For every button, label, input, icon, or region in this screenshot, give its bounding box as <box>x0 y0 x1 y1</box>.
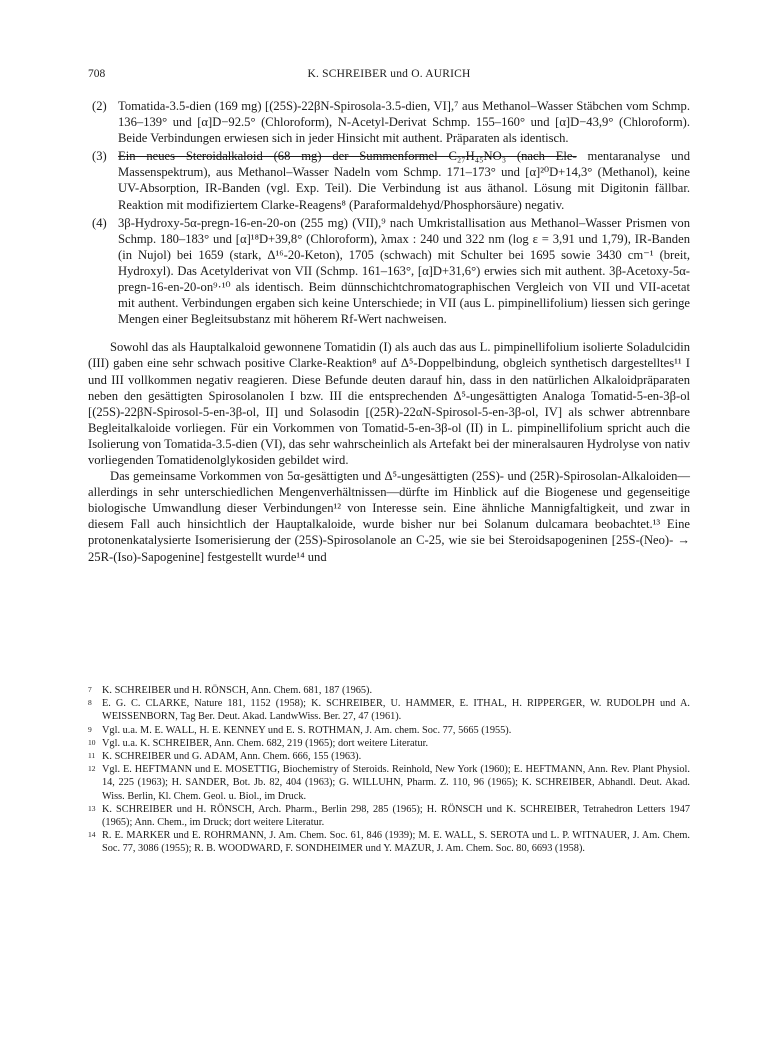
item-number: (3) <box>92 149 107 164</box>
footnote-text: Vgl. u.a. K. SCHREIBER, Ann. Chem. 682, 219 (1965); dort weitere Literatur. <box>102 737 429 749</box>
list-item-4 <box>88 215 690 328</box>
footnote-text: E. G. C. CLARKE, Nature 181, 1152 (1958); K. SCHREIBER, U. HAMMER, E. ITHAL, H. RIPPERGER, W. RUDOLPH und A. WEISSENBORN, Tag Ber. Deut. Akad. LandwWiss. Ber. 27, 47 (1961). <box>102 698 690 723</box>
footnote-text: K. SCHREIBER und H. RÖNSCH, Arch. Pharm., Berlin 298, 285 (1965); H. RÖNSCH und K. SCHREIBER, Tetrahedron Letters 1947 (1965); Ann. Chem., im Druck; dort weitere Literatur. <box>102 803 690 829</box>
body-paragraph-1: Sowohl das als Hauptalkaloid gewonnene Tomatidin (I) als auch das aus L. pimpinellifolium isolierte Soladulcidin (III) gaben eine sehr schwach positive Clarke-Reaktion⁸ auf Δ⁵-Doppelbindung, obgleich synthetisch dargestelltes¹¹ I und III vollkommen negativ reagieren. Diese Befunde deuten darauf hin, dass in den natürlichen Alkaloidpräparaten neben den gesättigten Spirosolanolen I bzw. III die entsprechenden Δ⁵-ungesättigten Analoga Tomatid-5-en-3β-ol [(25S)-22βN-Spirosol-5-en-3β-ol, II] und Solasodin [(25R)-22αN-Spirosol-5-en-3β-ol, IV] als schwer abtrennbare Begleitalkaloide vorliegen. Für ein Vorkommen von Tomatid-5-en-3β-ol (II) in L. pimpinellifolium spricht auch die Isolierung von Tomatida-3.5-dien (VI), das sehr wahrscheinlich als Artefakt bei der mineralsauren Hydrolyse von nativ vorliegenden Tomatidenolglykosiden gebildet wird. <box>88 340 690 467</box>
footnote-number: 8 <box>88 698 92 708</box>
footnote <box>88 803 690 829</box>
struck-text: Ein neues Steroidalkaloid (68 mg) der Summenformel C₂₇H₄₅NO₃ (nach Ele- <box>118 149 577 164</box>
footnote <box>88 829 690 855</box>
body-paragraph-2: Das gemeinsame Vorkommen von 5α-gesättigten und Δ⁵-ungesättigten (25S)- und (25R)-Spirosolan-Alkaloiden—allerdings in sehr unterschiedlichen Mengenverhältnissen—dürfte im Hinblick auf die Biogenese und gegenseitige biologische Umwandlung dieser Verbindungen¹² von Interesse sein. Eine ähnliche Mannigfaltigkeit, und zwar in diesem Fall auch hinsichtlich der Hauptalkaloide, wurde bisher nur bei Solanum dulcamara beobachtet.¹³ Eine protonenkatalysierte Isomerisierung der (25S)-Spirosolanole an C-25, wie sie bei Steroidsapogeninen [25S-(Neo)- → 25R-(Iso)-Sapogenine] festgestellt wurde¹⁴ und <box>88 469 690 564</box>
footnote-number: 7 <box>88 685 92 694</box>
footnote-text: R. E. MARKER und E. ROHRMANN, J. Am. Chem. Soc. 61, 846 (1939); M. E. WALL, S. SEROTA und L. P. WITNAUER, J. Am. Chem. Soc. 77, 3086 (1955); R. B. WOODWARD, F. SONDHEIMER und Y. MAZUR, J. Am. Chem. Soc. 80, 6693 (1958). <box>102 830 690 855</box>
footnote <box>88 737 690 750</box>
item-text: mentaranalyse und Massenspektrum), aus Methanol–Wasser Nadeln vom Schmp. 171–173° und [α]²⁰D+14,3° (Methanol), keine UV-Absorption, IR-Banden (vgl. Exp. Teil). Die Verbindung ist aus äthanol. Lösung mit Digitonin fällbar. Reaktion mit modifiziertem Clarke-Reagens⁸ (Paraformaldehyd/Phosphorsäure) negativ. <box>118 149 690 212</box>
footnote <box>88 684 690 697</box>
main-text <box>88 98 690 565</box>
item-number: (4) <box>92 215 107 230</box>
footnote-number: 11 <box>88 751 96 761</box>
footnote-text: K. SCHREIBER und H. RÖNSCH, Ann. Chem. 681, 187 (1965). <box>102 685 373 696</box>
list-item-2 <box>88 98 690 146</box>
footnote-number: 9 <box>88 724 92 734</box>
footnotes <box>88 684 690 856</box>
footnote-number: 13 <box>88 803 96 813</box>
page-number: 708 <box>88 68 106 80</box>
footnote <box>88 763 690 803</box>
footnote <box>88 750 690 763</box>
item-number: (2) <box>92 99 107 113</box>
spacer <box>88 329 690 339</box>
footnote-number: 12 <box>88 764 96 774</box>
footnote-text: K. SCHREIBER und G. ADAM, Ann. Chem. 666, 155 (1963). <box>102 751 362 763</box>
running-title: K. SCHREIBER und O. AURICH <box>307 68 471 80</box>
footnote-text: Vgl. u.a. M. E. WALL, H. E. KENNEY und E. S. ROTHMAN, J. Am. chem. Soc. 77, 5665 (1955). <box>102 724 512 736</box>
footnote-number: 14 <box>88 830 96 840</box>
item-text: Tomatida-3.5-dien (169 mg) [(25S)-22βN-Spirosola-3.5-dien, VI],⁷ aus Methanol–Wasser Stäbchen vom Schmp. 136–139° und [α]D−92.5° (Chloroform), N-Acetyl-Derivat Schmp. 155–160° und [α]D−43,9° (Chloroform). Beide Verbindungen erwiesen sich in jeder Hinsicht mit authent. Präparaten als identisch. <box>118 99 690 146</box>
footnote <box>88 697 690 723</box>
footnote <box>88 724 690 737</box>
footnote-text: Vgl. E. HEFTMANN und E. MOSETTIG, Biochemistry of Steroids. Reinhold, New York (1960); E. HEFTMANN, Ann. Rev. Plant Physiol. 14, 225 (1963); H. SANDER, Bot. Jb. 82, 404 (1963); G. WILLUHN, Pharm. Z. 110, 96 (1965); K. SCHREIBER, Abhandl. Deut. Akad. Wiss. Berlin, Kl. Chem. Geol. u. Biol., im Druck. <box>102 764 690 802</box>
item-text: 3β-Hydroxy-5α-pregn-16-en-20-on (255 mg) (VII),⁹ nach Umkristallisation aus Methanol–Wasser Prismen von Schmp. 180–183° und [α]¹⁸D+39,8° (Chloroform), λmax : 240 und 322 nm (log ε = 3,91 und 1,79), IR-Banden (in Nujol) bei 1659 (stark, Δ¹⁶-20-Keton), 1705 (schwach) mit Schulter bei 1695 sowie 3430 cm⁻¹ (breit, Hydroxyl). Das Acetylderivat von VII (Schmp. 161–163°, [α]D+31,6°) erwies sich mit authent. 3β-Acetoxy-5α-pregn-16-en-20-on⁹·¹⁰ als identisch. Beim dünnschichtchromatographischen Vergleich von VII und VII-acetat mit authent. Verbindungen ergaben sich keine Unterschiede; in VII (aus L. pimpinellifolium) liessen sich geringe Mengen einer Begleitsubstanz mit höherem Rf-Wert nachweisen. <box>118 215 690 327</box>
page-header <box>88 68 690 84</box>
list-item-3 <box>88 148 690 212</box>
footnote-number: 10 <box>88 737 96 747</box>
